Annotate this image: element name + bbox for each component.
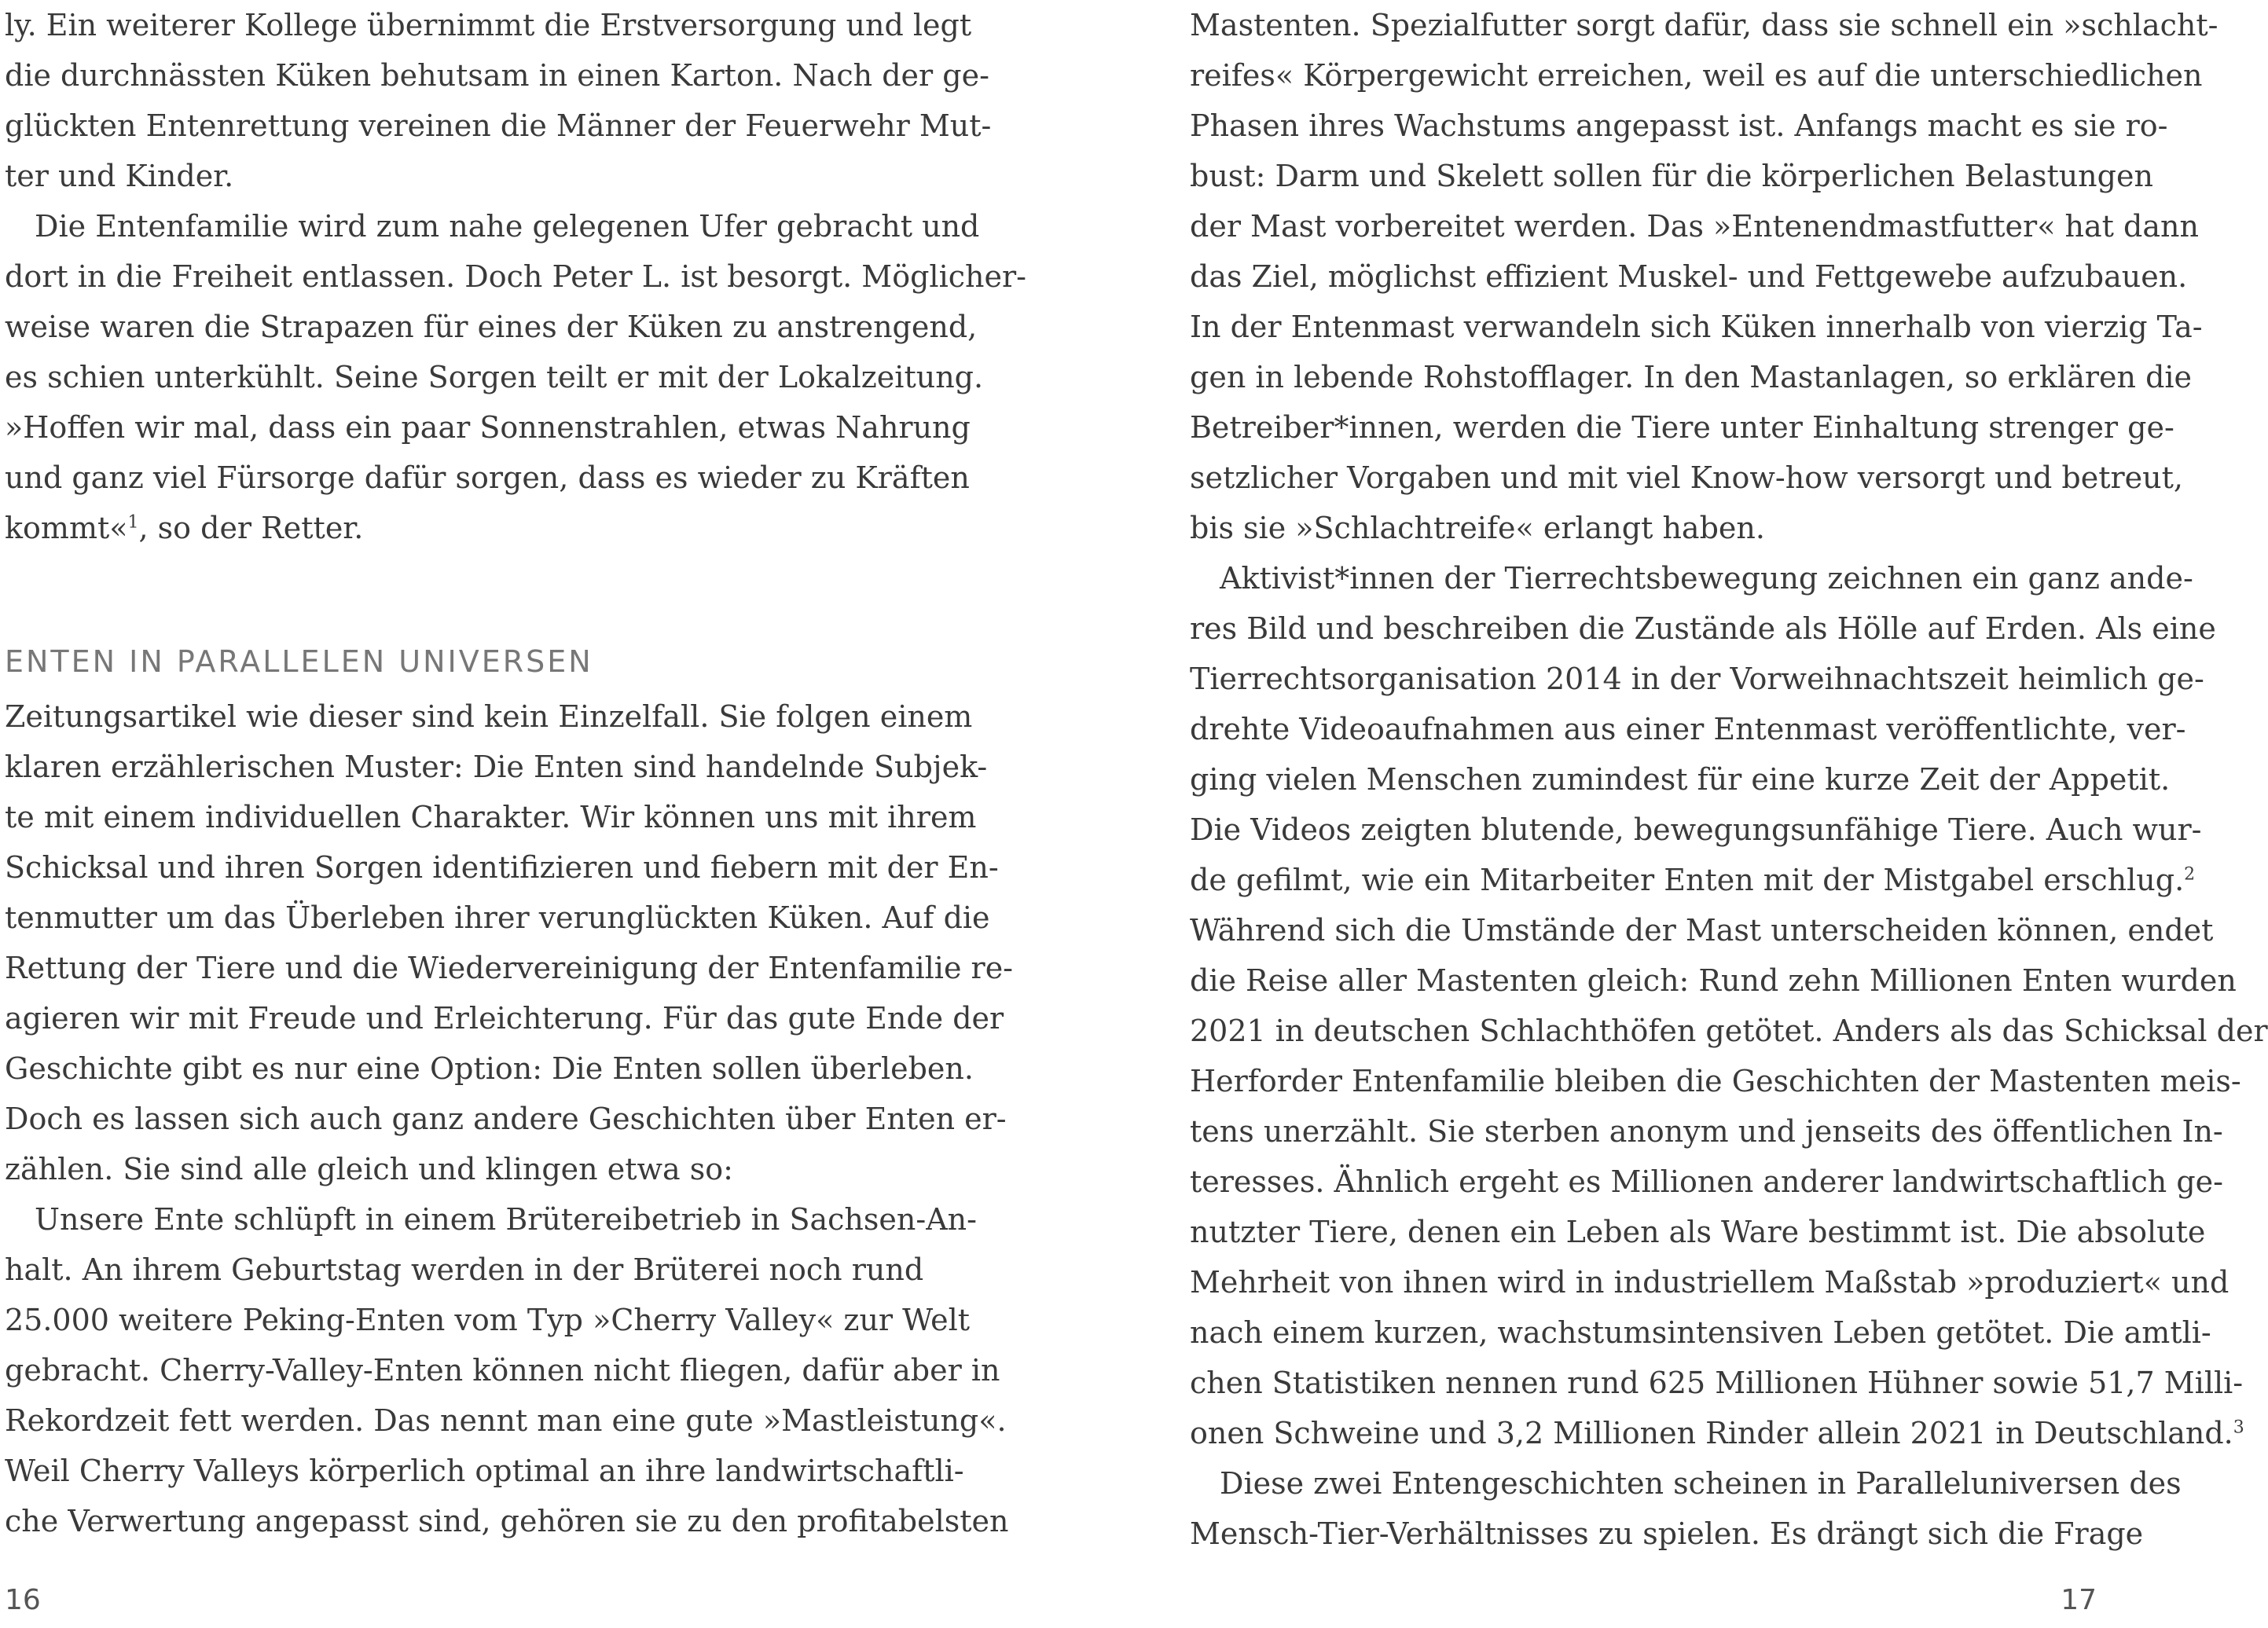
text-line: halt. An ihrem Geburtstag werden in der Brüterei noch rund	[5, 1252, 924, 1287]
text-line: gen in lebende Rohstofflager. In den Mastanlagen, so erklären die	[1190, 360, 2193, 394]
text-line: chen Statistiken nennen rund 625 Millionen Hühner sowie 51,7 Milli-	[1190, 1366, 2244, 1400]
text-line: te mit einem individuellen Charakter. Wir können uns mit ihrem	[5, 800, 977, 834]
text-line: der Mast vorbereitet werden. Das »Entenendmastfutter« hat dann	[1190, 209, 2199, 244]
text-line: Die Entenfamilie wird zum nahe gelegenen Ufer gebracht und	[35, 209, 980, 244]
section-heading: ENTEN IN PARALLELEN UNIVERSEN	[5, 644, 593, 679]
text-line: gebracht. Cherry-Valley-Enten können nicht fliegen, dafür aber in	[5, 1353, 1000, 1388]
text-line: die Reise aller Mastenten gleich: Rund zehn Millionen Enten wurden	[1190, 963, 2237, 998]
text-line: und ganz viel Fürsorge dafür sorgen, dass es wieder zu Kräften	[5, 460, 970, 495]
text-line	[5, 503, 912, 553]
text-line: ly. Ein weiterer Kollege übernimmt die Erstversorgung und legt	[5, 8, 972, 42]
text-line: die durchnässten Küken behutsam in einen Karton. Nach der ge-	[5, 58, 989, 93]
text-line: Geschichte gibt es nur eine Option: Die Enten sollen überleben.	[5, 1051, 974, 1086]
text-line: Die Videos zeigten blutende, bewegungsunfähige Tiere. Auch wur-	[1190, 812, 2202, 847]
text-line: nutzter Tiere, denen ein Leben als Ware bestimmt ist. Die absolute	[1190, 1215, 2206, 1249]
text-line: teresses. Ähnlich ergeht es Millionen anderer landwirtschaftlich ge-	[1190, 1164, 2223, 1199]
text-line: Rekordzeit fett werden. Das nennt man eine gute »Mastleistung«.	[5, 1403, 1007, 1438]
text-line: Mastenten. Spezialfutter sorgt dafür, dass sie schnell ein »schlacht-	[1190, 8, 2218, 42]
page-number-right: 17	[2061, 1584, 2097, 1616]
quote-end: kommt«	[5, 511, 128, 545]
footnote-marker-2[interactable]: 2	[2184, 864, 2196, 885]
text-line: 2021 in deutschen Schlachthöfen getötet. Anders als das Schicksal der	[1190, 1014, 2268, 1048]
text-line: Schicksal und ihren Sorgen identifizieren und fiebern mit der En-	[5, 850, 999, 885]
text-line: nach einem kurzen, wachstumsintensiven Leben getötet. Die amtli-	[1190, 1315, 2211, 1350]
text-line: Betreiber*innen, werden die Tiere unter Einhaltung strenger ge-	[1190, 410, 2174, 445]
text-line: Tierrechtsorganisation 2014 in der Vorweihnachtszeit heimlich ge-	[1190, 662, 2204, 696]
text-line: ter und Kinder.	[5, 159, 234, 193]
page-number-left: 16	[5, 1584, 41, 1616]
text-line: Unsere Ente schlüpft in einem Brütereibetrieb in Sachsen-An-	[35, 1202, 977, 1237]
text-line: tens unerzählt. Sie sterben anonym und jenseits des öffentlichen In-	[1190, 1114, 2223, 1149]
text-line: Herforder Entenfamilie bleiben die Geschichten der Mastenten meis-	[1190, 1064, 2241, 1098]
text-line: dort in die Freiheit entlassen. Doch Peter L. ist besorgt. Möglicher-	[5, 259, 1026, 294]
text-line: che Verwertung angepasst sind, gehören sie zu den profitabelsten	[5, 1504, 1009, 1538]
text-line: drehte Videoaufnahmen aus einer Entenmast veröffentlichte, ver-	[1190, 712, 2186, 746]
text-span: onen Schweine und 3,2 Millionen Rinder allein 2021 in Deutschland.	[1190, 1416, 2233, 1450]
text-line: In der Entenmast verwandeln sich Küken innerhalb von vierzig Ta-	[1190, 310, 2203, 344]
text-line	[1190, 1408, 2244, 1458]
text-line: Doch es lassen sich auch ganz andere Geschichten über Enten er-	[5, 1102, 1007, 1136]
text-line: das Ziel, möglichst effizient Muskel- und Fettgewebe aufzubauen.	[1190, 259, 2188, 294]
text-line: »Hoffen wir mal, dass ein paar Sonnenstrahlen, etwas Nahrung	[5, 410, 971, 445]
text-span: de gefilmt, wie ein Mitarbeiter Enten mit der Mistgabel erschlug.	[1190, 863, 2185, 897]
text-line: Zeitungsartikel wie dieser sind kein Einzelfall. Sie folgen einem	[5, 699, 973, 734]
text-line: Mehrheit von ihnen wird in industriellem Maßstab »produziert« und	[1190, 1265, 2229, 1300]
quote-attribution: , so der Retter.	[138, 511, 364, 545]
text-line: glückten Entenrettung vereinen die Männer der Feuerwehr Mut-	[5, 108, 992, 143]
text-line: bust: Darm und Skelett sollen für die körperlichen Belastungen	[1190, 159, 2153, 193]
text-line: Aktivist*innen der Tierrechtsbewegung zeichnen ein ganz ande-	[1220, 561, 2193, 596]
right-page	[1190, 0, 2268, 1628]
text-line: klaren erzählerischen Muster: Die Enten sind handelnde Subjek-	[5, 750, 988, 784]
text-line: reifes« Körpergewicht erreichen, weil es auf die unterschiedlichen	[1190, 58, 2203, 93]
text-line: es schien unterkühlt. Seine Sorgen teilt er mit der Lokalzeitung.	[5, 360, 984, 394]
text-line: agieren wir mit Freude und Erleichterung. Für das gute Ende der	[5, 1001, 1004, 1036]
text-line: Diese zwei Entengeschichten scheinen in Paralleluniversen des	[1220, 1466, 2182, 1501]
text-line: Während sich die Umstände der Mast unterscheiden können, endet	[1190, 913, 2214, 948]
text-line: zählen. Sie sind alle gleich und klingen etwa so:	[5, 1152, 733, 1186]
text-line: ging vielen Menschen zumindest für eine kurze Zeit der Appetit.	[1190, 762, 2171, 797]
text-line: Rettung der Tiere und die Wiedervereinigung der Entenfamilie re-	[5, 951, 1014, 985]
text-line: weise waren die Strapazen für eines der Küken zu anstrengend,	[5, 310, 978, 344]
text-line	[1190, 855, 2196, 905]
text-line: res Bild und beschreiben die Zustände als Hölle auf Erden. Als eine	[1190, 611, 2216, 646]
text-line: Weil Cherry Valleys körperlich optimal an ihre landwirtschaftli-	[5, 1454, 964, 1488]
text-line: Mensch-Tier-Verhältnisses zu spielen. Es drängt sich die Frage	[1190, 1516, 2144, 1551]
footnote-marker-3[interactable]: 3	[2233, 1417, 2244, 1438]
text-line: setzlicher Vorgaben und mit viel Know-how versorgt und betreut,	[1190, 460, 2183, 495]
text-line: Phasen ihres Wachstums angepasst ist. Anfangs macht es sie ro-	[1190, 108, 2168, 143]
footnote-marker-1[interactable]: 1	[127, 512, 139, 533]
left-page	[5, 0, 1026, 1628]
text-line: 25.000 weitere Peking-Enten vom Typ »Cherry Valley« zur Welt	[5, 1303, 971, 1337]
text-line: tenmutter um das Überleben ihrer verunglückten Küken. Auf die	[5, 900, 990, 935]
text-line: bis sie »Schlachtreife« erlangt haben.	[1190, 511, 1765, 545]
